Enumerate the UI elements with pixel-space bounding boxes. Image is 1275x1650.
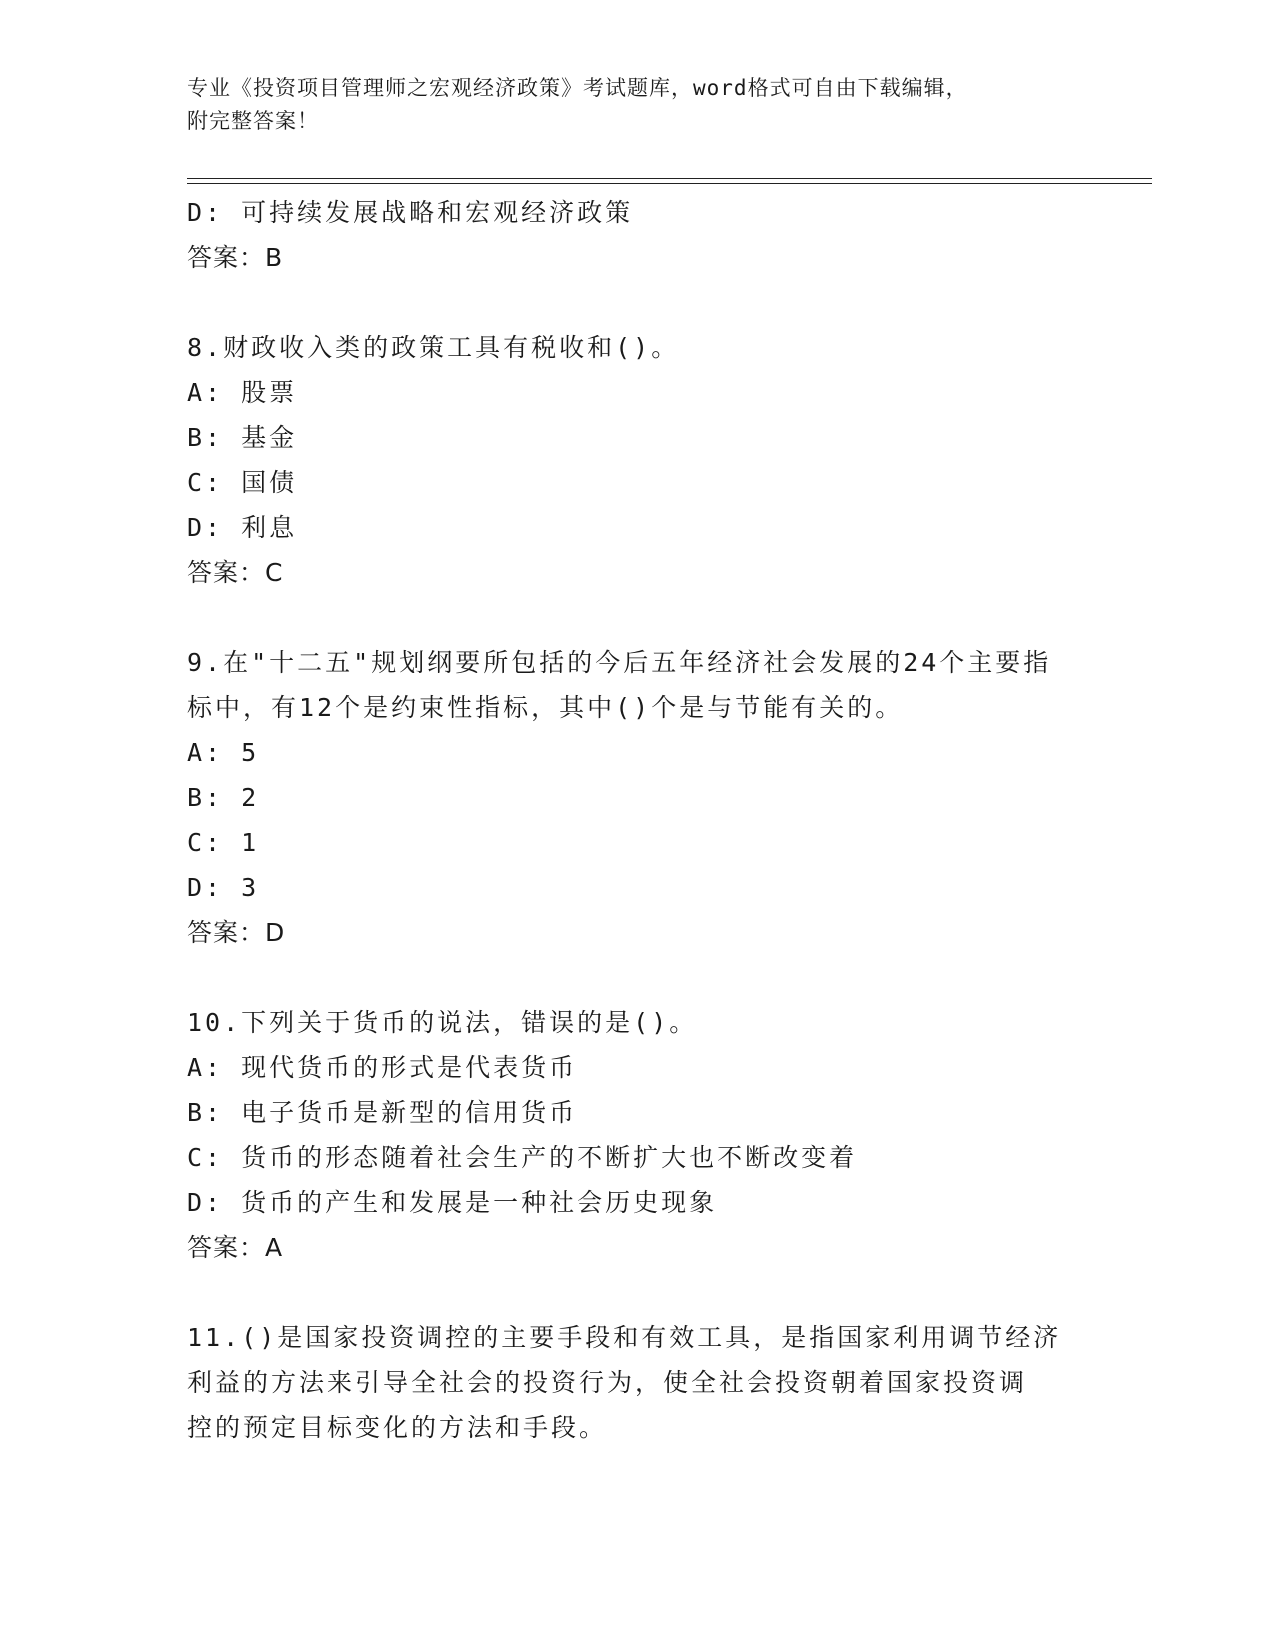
answer-line: 答案：B <box>187 243 284 272</box>
option-a: A: 现代货币的形式是代表货币 <box>187 1053 578 1082</box>
question-9 <box>187 640 1087 955</box>
option-a: A: 股票 <box>187 378 298 407</box>
spacer <box>187 955 1087 1000</box>
question-stem-line-2: 利益的方法来引导全社会的投资行为，使全社会投资朝着国家投资调 <box>187 1368 1028 1397</box>
question-list <box>187 190 1087 1450</box>
header-line-1: 专业《投资项目管理师之宏观经济政策》考试题库，word格式可自由下载编辑， <box>187 76 968 100</box>
answer-line: 答案：D <box>187 918 286 947</box>
option-c: C: 国债 <box>187 468 298 497</box>
option-d: D: 可持续发展战略和宏观经济政策 <box>187 198 634 227</box>
option-b: B: 基金 <box>187 423 298 452</box>
option-d: D: 货币的产生和发展是一种社会历史现象 <box>187 1188 718 1217</box>
spacer <box>187 1270 1087 1315</box>
question-fragment <box>187 190 1087 280</box>
answer-line: 答案：C <box>187 558 284 587</box>
option-d: D: 利息 <box>187 513 298 542</box>
document-header <box>187 72 1077 138</box>
option-c: C: 1 <box>187 828 260 857</box>
question-stem: 8.财政收入类的政策工具有税收和()。 <box>187 333 680 362</box>
question-stem-line-1: 11.()是国家投资调控的主要手段和有效工具，是指国家利用调节经济 <box>187 1323 1062 1352</box>
option-c: C: 货币的形态随着社会生产的不断扩大也不断改变着 <box>187 1143 858 1172</box>
question-stem-line-3: 控的预定目标变化的方法和手段。 <box>187 1413 608 1442</box>
header-divider-top <box>187 178 1152 179</box>
question-stem-line-1: 9.在"十二五"规划纲要所包括的今后五年经济社会发展的24个主要指 <box>187 648 1052 677</box>
option-b: B: 电子货币是新型的信用货币 <box>187 1098 578 1127</box>
question-10 <box>187 1000 1087 1270</box>
option-a: A: 5 <box>187 738 260 767</box>
question-stem: 10.下列关于货币的说法，错误的是()。 <box>187 1008 698 1037</box>
question-stem-line-2: 标中，有12个是约束性指标，其中()个是与节能有关的。 <box>187 693 904 722</box>
header-line-2: 附完整答案！ <box>187 109 319 133</box>
option-b: B: 2 <box>187 783 260 812</box>
option-d: D: 3 <box>187 873 260 902</box>
header-divider-bottom <box>187 183 1152 184</box>
spacer <box>187 280 1087 325</box>
answer-line: 答案：A <box>187 1233 284 1262</box>
spacer <box>187 595 1087 640</box>
question-8 <box>187 325 1087 595</box>
question-11 <box>187 1315 1087 1450</box>
